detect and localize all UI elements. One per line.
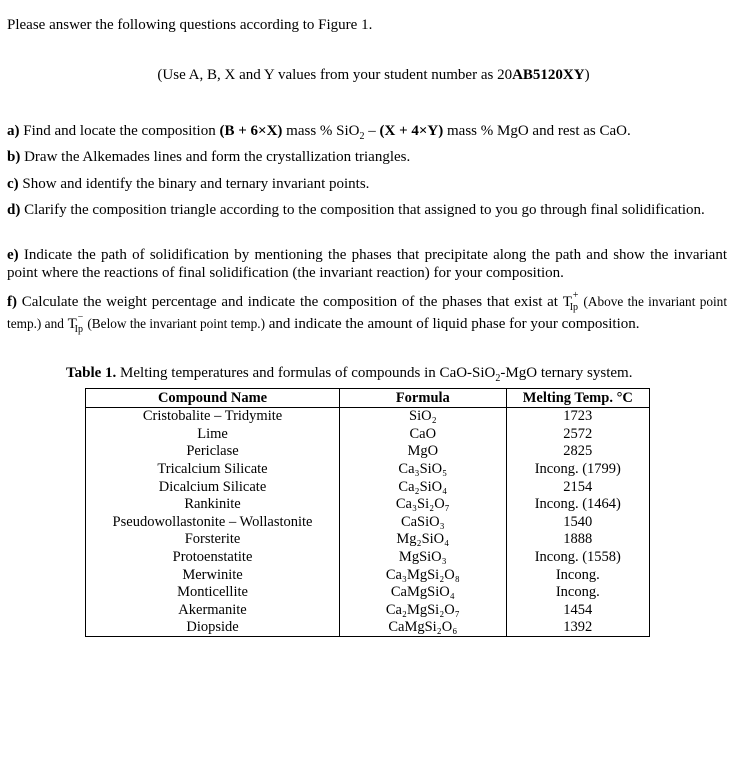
table-row [86, 548, 650, 566]
table-row [86, 460, 650, 478]
question-e-label: e) [7, 247, 19, 263]
table-caption [66, 364, 632, 382]
note-middle: 5120 [532, 67, 563, 83]
compound-formula: Mg₂SiO₄ [340, 531, 507, 549]
student-number-note [0, 66, 747, 84]
compound-formula: MgSiO₃ [340, 548, 507, 566]
compound-formula: Ca₂MgSi₂O₇ [340, 601, 507, 619]
melting-temp: 1454 [506, 601, 649, 619]
compound-name: Cristobalite – Tridymite [86, 407, 340, 425]
melting-temp: Incong. (1558) [506, 548, 649, 566]
compound-name: Tricalcium Silicate [86, 460, 340, 478]
melting-temp: 1888 [506, 531, 649, 549]
table-row [86, 443, 650, 461]
table-row [86, 619, 650, 637]
compound-name: Merwinite [86, 566, 340, 584]
compound-name: Diopside [86, 619, 340, 637]
compound-name: Rankinite [86, 496, 340, 514]
table-caption-sub: 2 [495, 373, 501, 384]
t-ip-minus-symbol: T Ip − [67, 312, 84, 335]
melting-temp: 1392 [506, 619, 649, 637]
table-caption-text: Melting temperatures and formulas of compounds in CaO-SiO [120, 365, 496, 381]
melting-temp: 1540 [506, 513, 649, 531]
header-melting-temp: Melting Temp. °C [506, 389, 649, 408]
compound-formula: CaSiO₃ [340, 513, 507, 531]
question-a-sio2: mass % SiO [286, 123, 360, 139]
table-caption-label: Table 1. [66, 365, 117, 381]
question-b-text: Draw the Alkemades lines and form the crystallization triangles. [24, 149, 411, 165]
question-a-sub: 2 [359, 131, 365, 142]
table-row [86, 513, 650, 531]
compound-name: Monticellite [86, 584, 340, 602]
question-a-end: mass % MgO and rest as CaO. [447, 123, 631, 139]
compound-name: Periclase [86, 443, 340, 461]
table-row [86, 601, 650, 619]
table-row [86, 584, 650, 602]
melting-temp: Incong. [506, 566, 649, 584]
question-f-note-above: (Above the invariant point temp.) and [7, 294, 728, 331]
question-d-text: Clarify the composition triangle according to the composition that assigned to you go through final solidification. [24, 202, 705, 218]
question-a-formula-2: (X + 4×Y) [379, 123, 444, 139]
table-header-row [86, 389, 650, 408]
melting-temp: 2572 [506, 425, 649, 443]
compound-name: Forsterite [86, 531, 340, 549]
melting-temp: 1723 [506, 407, 649, 425]
question-c-label: c) [7, 176, 19, 192]
compound-name: Akermanite [86, 601, 340, 619]
t-ip-plus-symbol: T Ip + [562, 290, 579, 313]
question-a-text: Find and locate the composition [23, 123, 216, 139]
question-a-dash: – [368, 123, 376, 139]
melting-temp: Incong. [506, 584, 649, 602]
compounds-table [85, 388, 650, 637]
compound-formula: CaMgSi₂O₆ [340, 619, 507, 637]
note-xy: XY [562, 67, 585, 83]
question-b-label: b) [7, 149, 21, 165]
note-prefix: (Use A, B, X and Y values from your student number as 20 [157, 67, 513, 83]
question-a [7, 122, 727, 140]
question-d [7, 201, 727, 219]
note-suffix: ) [584, 67, 590, 83]
question-f [7, 291, 727, 335]
question-a-label: a) [7, 123, 20, 139]
question-e-text: Indicate the path of solidification by mentioning the phases that precipitate along the path and show the invariant point where the reactions of final solidification (the invariant reaction) for your composition. [7, 247, 727, 281]
question-e [7, 246, 727, 282]
question-c-text: Show and identify the binary and ternary invariant points. [22, 176, 370, 192]
header-compound-name: Compound Name [86, 389, 340, 408]
question-f-text-2: and indicate the amount of liquid phase for your composition. [268, 316, 640, 332]
question-c [7, 175, 727, 193]
table-row [86, 478, 650, 496]
melting-temp: 2825 [506, 443, 649, 461]
melting-temp: 2154 [506, 478, 649, 496]
question-b [7, 148, 727, 166]
table-caption-end: -MgO ternary system. [500, 365, 633, 381]
header-formula: Formula [340, 389, 507, 408]
intro-text: Please answer the following questions according to Figure 1. [7, 17, 373, 33]
table-row [86, 407, 650, 425]
compound-name: Protoenstatite [86, 548, 340, 566]
compound-formula: Ca₂SiO₄ [340, 478, 507, 496]
table-row [86, 566, 650, 584]
question-d-label: d) [7, 202, 21, 218]
compound-formula: Ca₃MgSi₂O₈ [340, 566, 507, 584]
compound-formula: MgO [340, 443, 507, 461]
compound-formula: Ca₃SiO₅ [340, 460, 507, 478]
question-f-text-1: Calculate the weight percentage and indicate the composition of the phases that exist at [21, 294, 558, 310]
compound-name: Lime [86, 425, 340, 443]
melting-temp: Incong. (1464) [506, 496, 649, 514]
question-f-label: f) [7, 294, 17, 310]
table-row [86, 531, 650, 549]
compound-formula: CaO [340, 425, 507, 443]
melting-temp: Incong. (1799) [506, 460, 649, 478]
table-row [86, 496, 650, 514]
note-ab: AB [512, 67, 533, 83]
compound-formula: CaMgSiO₄ [340, 584, 507, 602]
question-f-note-below: (Below the invariant point temp.) [87, 316, 265, 331]
compound-name: Dicalcium Silicate [86, 478, 340, 496]
table-row [86, 425, 650, 443]
compound-formula: Ca₃Si₂O₇ [340, 496, 507, 514]
question-a-formula-1: (B + 6×X) [219, 123, 283, 139]
compound-name: Pseudowollastonite – Wollastonite [86, 513, 340, 531]
compound-formula: SiO₂ [340, 407, 507, 425]
